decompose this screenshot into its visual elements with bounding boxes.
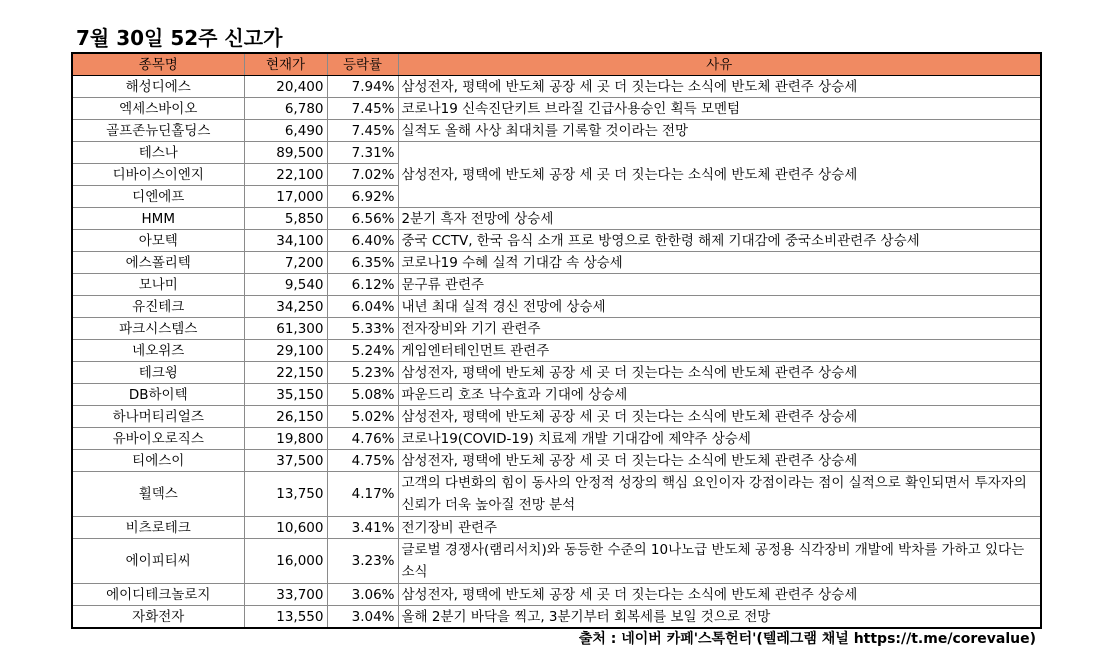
stock-price: 17,000 bbox=[244, 186, 327, 208]
stock-reason: 삼성전자, 평택에 반도체 공장 세 곳 더 짓는다는 소식에 반도체 관련주 상승세 bbox=[398, 450, 1041, 472]
page-title: 7월 30일 52주 신고가 bbox=[76, 26, 283, 50]
stock-price: 13,550 bbox=[244, 606, 327, 629]
stock-reason: 실적도 올해 사상 최대치를 기록할 것이라는 전망 bbox=[398, 120, 1041, 142]
stock-change: 5.24% bbox=[327, 340, 398, 362]
stock-change: 4.76% bbox=[327, 428, 398, 450]
stock-name: 휠덱스 bbox=[72, 472, 244, 517]
table-row bbox=[72, 208, 1041, 230]
header-change: 등락률 bbox=[327, 53, 398, 76]
stock-name: 네오위즈 bbox=[72, 340, 244, 362]
stock-price: 6,780 bbox=[244, 98, 327, 120]
table-row bbox=[72, 539, 1041, 584]
header-reason: 사유 bbox=[398, 53, 1041, 76]
stock-reason: 전자장비와 기기 관련주 bbox=[398, 318, 1041, 340]
stock-change: 3.06% bbox=[327, 584, 398, 606]
stock-change: 6.56% bbox=[327, 208, 398, 230]
stock-name: 유바이오로직스 bbox=[72, 428, 244, 450]
stock-change: 6.92% bbox=[327, 186, 398, 208]
stock-reason-merged: 삼성전자, 평택에 반도체 공장 세 곳 더 짓는다는 소식에 반도체 관련주 상승세 bbox=[398, 142, 1041, 208]
stock-name: 골프존뉴딘홀딩스 bbox=[72, 120, 244, 142]
stock-name: 해성디에스 bbox=[72, 76, 244, 98]
table-row bbox=[72, 428, 1041, 450]
stock-price: 89,500 bbox=[244, 142, 327, 164]
stock-price: 7,200 bbox=[244, 252, 327, 274]
stock-reason: 올해 2분기 바닥을 찍고, 3분기부터 회복세를 보일 것으로 전망 bbox=[398, 606, 1041, 629]
stock-change: 7.02% bbox=[327, 164, 398, 186]
table-header-row bbox=[72, 53, 1041, 76]
header-name: 종목명 bbox=[72, 53, 244, 76]
stock-price: 35,150 bbox=[244, 384, 327, 406]
stock-reason: 글로벌 경쟁사(램리서치)와 동등한 수준의 10나노급 반도체 공정용 식각장비 개발에 박차를 가하고 있다는 소식 bbox=[398, 539, 1041, 584]
stock-reason: 삼성전자, 평택에 반도체 공장 세 곳 더 짓는다는 소식에 반도체 관련주 상승세 bbox=[398, 406, 1041, 428]
stock-price: 22,100 bbox=[244, 164, 327, 186]
stock-price: 29,100 bbox=[244, 340, 327, 362]
stock-name: 자화전자 bbox=[72, 606, 244, 629]
stock-name: 아모텍 bbox=[72, 230, 244, 252]
stock-reason: 문구류 관련주 bbox=[398, 274, 1041, 296]
table-row bbox=[72, 76, 1041, 98]
stock-name: HMM bbox=[72, 208, 244, 230]
table-row bbox=[72, 362, 1041, 384]
stock-reason: 전기장비 관련주 bbox=[398, 517, 1041, 539]
stock-price: 19,800 bbox=[244, 428, 327, 450]
table-row bbox=[72, 318, 1041, 340]
header-price: 현재가 bbox=[244, 53, 327, 76]
stock-name: 에스폴리텍 bbox=[72, 252, 244, 274]
stock-name: 하나머티리얼즈 bbox=[72, 406, 244, 428]
stock-change: 5.02% bbox=[327, 406, 398, 428]
stock-reason: 게임엔터테인먼트 관련주 bbox=[398, 340, 1041, 362]
table-row bbox=[72, 584, 1041, 606]
stock-change: 4.17% bbox=[327, 472, 398, 517]
stock-reason: 내년 최대 실적 경신 전망에 상승세 bbox=[398, 296, 1041, 318]
stock-reason: 삼성전자, 평택에 반도체 공장 세 곳 더 짓는다는 소식에 반도체 관련주 상승세 bbox=[398, 76, 1041, 98]
stock-reason: 코로나19 수혜 실적 기대감 속 상승세 bbox=[398, 252, 1041, 274]
table-row bbox=[72, 252, 1041, 274]
stock-name: 비츠로테크 bbox=[72, 517, 244, 539]
stock-change: 5.33% bbox=[327, 318, 398, 340]
stock-name: 에이디테크놀로지 bbox=[72, 584, 244, 606]
stock-name: 유진테크 bbox=[72, 296, 244, 318]
stock-change: 7.31% bbox=[327, 142, 398, 164]
stock-change: 6.04% bbox=[327, 296, 398, 318]
stock-change: 5.23% bbox=[327, 362, 398, 384]
stock-change: 6.40% bbox=[327, 230, 398, 252]
table-row bbox=[72, 296, 1041, 318]
stock-reason: 파운드리 호조 낙수효과 기대에 상승세 bbox=[398, 384, 1041, 406]
stock-reason: 삼성전자, 평택에 반도체 공장 세 곳 더 짓는다는 소식에 반도체 관련주 상승세 bbox=[398, 362, 1041, 384]
stock-name: 디바이스이엔지 bbox=[72, 164, 244, 186]
stock-name: 엑세스바이오 bbox=[72, 98, 244, 120]
stock-change: 3.23% bbox=[327, 539, 398, 584]
stock-name: 티에스이 bbox=[72, 450, 244, 472]
table-row bbox=[72, 230, 1041, 252]
stock-price: 37,500 bbox=[244, 450, 327, 472]
stock-change: 7.94% bbox=[327, 76, 398, 98]
stock-reason: 중국 CCTV, 한국 음식 소개 프로 방영으로 한한령 해제 기대감에 중국소비관련주 상승세 bbox=[398, 230, 1041, 252]
stock-name: DB하이텍 bbox=[72, 384, 244, 406]
stock-price: 20,400 bbox=[244, 76, 327, 98]
stock-price: 33,700 bbox=[244, 584, 327, 606]
stock-table bbox=[71, 52, 1042, 629]
stock-change: 3.04% bbox=[327, 606, 398, 629]
table-row bbox=[72, 384, 1041, 406]
stock-reason: 고객의 다변화의 힘이 동사의 안정적 성장의 핵심 요인이자 강점이라는 점이 실적으로 확인되면서 투자자의 신뢰가 더욱 높아질 전망 분석 bbox=[398, 472, 1041, 517]
table-row bbox=[72, 517, 1041, 539]
stock-name: 에이피티씨 bbox=[72, 539, 244, 584]
table-row bbox=[72, 472, 1041, 517]
stock-name: 테크윙 bbox=[72, 362, 244, 384]
stock-change: 7.45% bbox=[327, 120, 398, 142]
stock-price: 61,300 bbox=[244, 318, 327, 340]
stock-name: 모나미 bbox=[72, 274, 244, 296]
stock-price: 34,100 bbox=[244, 230, 327, 252]
stock-price: 26,150 bbox=[244, 406, 327, 428]
stock-change: 4.75% bbox=[327, 450, 398, 472]
stock-price: 9,540 bbox=[244, 274, 327, 296]
source-caption: 출처 : 네이버 카페'스톡헌터'(텔레그램 채널 https://t.me/corevalue) bbox=[578, 631, 1036, 647]
stock-price: 16,000 bbox=[244, 539, 327, 584]
stock-price: 5,850 bbox=[244, 208, 327, 230]
table-row bbox=[72, 340, 1041, 362]
stock-price: 10,600 bbox=[244, 517, 327, 539]
stock-price: 13,750 bbox=[244, 472, 327, 517]
stock-change: 6.35% bbox=[327, 252, 398, 274]
stock-name: 테스나 bbox=[72, 142, 244, 164]
stock-name: 디엔에프 bbox=[72, 186, 244, 208]
stock-reason: 코로나19(COVID-19) 치료제 개발 기대감에 제약주 상승세 bbox=[398, 428, 1041, 450]
table-row bbox=[72, 406, 1041, 428]
stock-reason: 2분기 흑자 전망에 상승세 bbox=[398, 208, 1041, 230]
stock-change: 5.08% bbox=[327, 384, 398, 406]
table-row bbox=[72, 98, 1041, 120]
stock-change: 6.12% bbox=[327, 274, 398, 296]
table-row bbox=[72, 450, 1041, 472]
table-row bbox=[72, 120, 1041, 142]
table-row bbox=[72, 142, 1041, 164]
stock-price: 34,250 bbox=[244, 296, 327, 318]
stock-name: 파크시스템스 bbox=[72, 318, 244, 340]
stock-change: 7.45% bbox=[327, 98, 398, 120]
stock-reason: 삼성전자, 평택에 반도체 공장 세 곳 더 짓는다는 소식에 반도체 관련주 상승세 bbox=[398, 584, 1041, 606]
stock-change: 3.41% bbox=[327, 517, 398, 539]
table-row bbox=[72, 606, 1041, 629]
stock-price: 6,490 bbox=[244, 120, 327, 142]
stock-reason: 코로나19 신속진단키트 브라질 긴급사용승인 획득 모멘텀 bbox=[398, 98, 1041, 120]
stock-price: 22,150 bbox=[244, 362, 327, 384]
table-row bbox=[72, 274, 1041, 296]
